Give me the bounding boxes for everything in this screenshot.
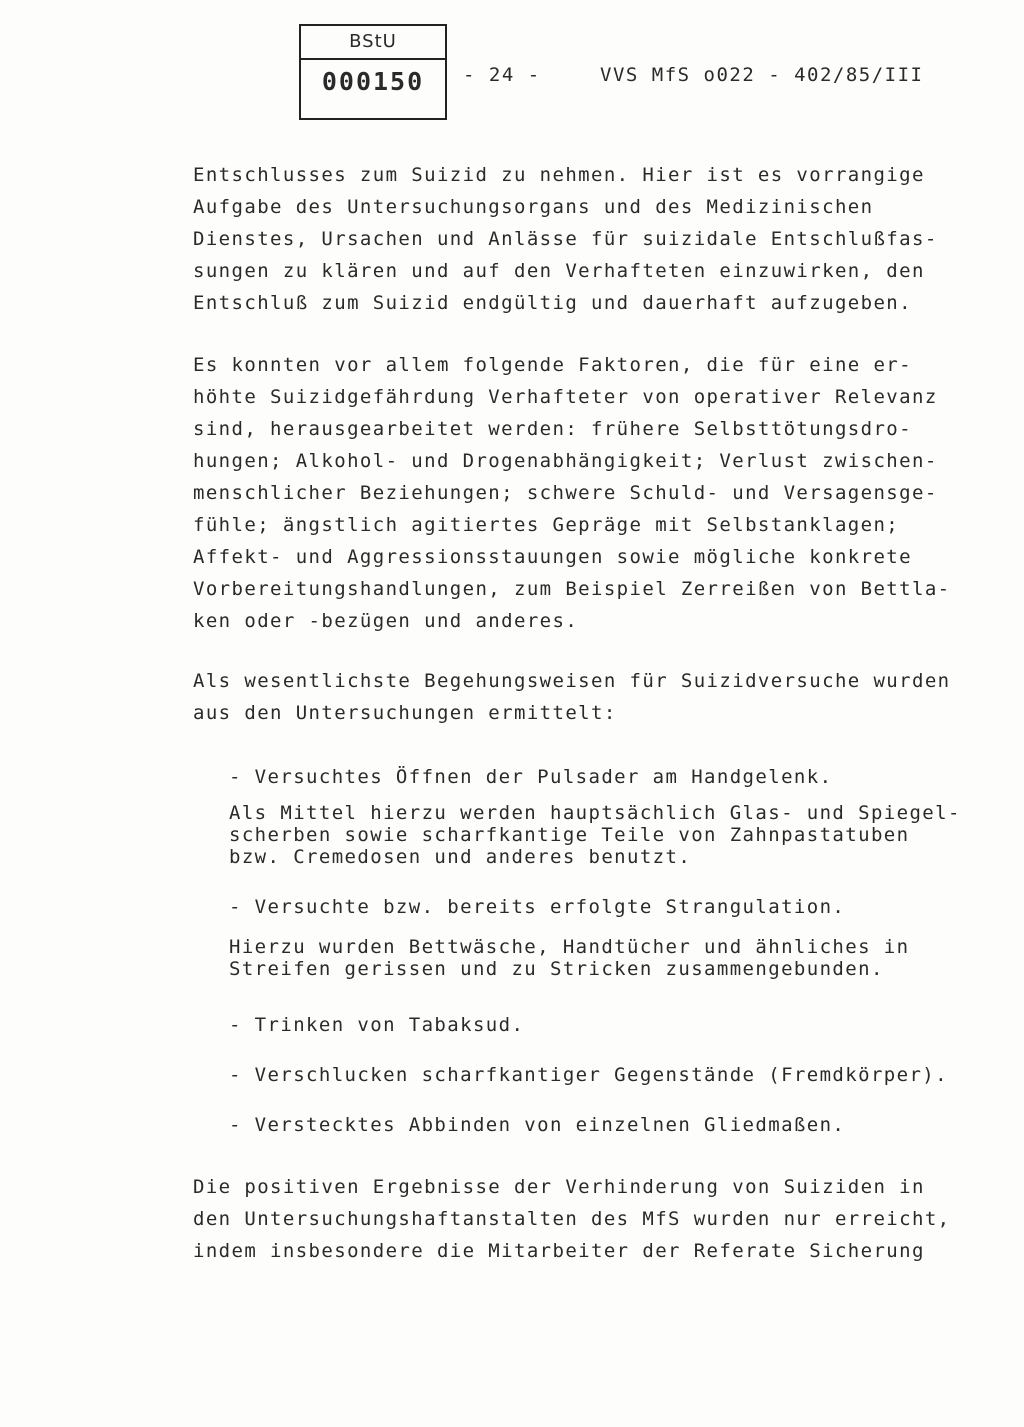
text-line: Vorbereitungshandlungen, zum Beispiel Zerreißen von Bettla- [193,578,951,600]
text-line: den Untersuchungshaftanstalten des MfS wurden nur erreicht, [193,1208,951,1230]
text-line: hungen; Alkohol- und Drogenabhängigkeit; Verlust zwischen- [193,450,938,472]
list-item-detail: Hierzu wurden Bettwäsche, Handtücher und ähnliches in [229,936,910,958]
text-line: Entschluß zum Suizid endgültig und dauerhaft aufzugeben. [193,292,912,314]
text-line: Es konnten vor allem folgende Faktoren, die für eine er- [193,354,912,376]
list-item-detail: Als Mittel hierzu werden hauptsächlich Glas- und Spiegel- [229,802,961,824]
list-item-title: - Versuchtes Öffnen der Pulsader am Handgelenk. [229,766,833,788]
text-line: menschlicher Beziehungen; schwere Schuld- und Versagensge- [193,482,938,504]
stamp-number: 000150 [321,67,425,96]
text-line: Die positiven Ergebnisse der Verhinderung von Suiziden in [193,1176,925,1198]
text-line: Entschlusses zum Suizid zu nehmen. Hier ist es vorrangige [193,164,925,186]
list-item-detail: bzw. Cremedosen und anderes benutzt. [229,846,692,868]
document-reference: VVS MfS o022 - 402/85/III [600,64,924,86]
text-line: sind, herausgearbeitet werden: frühere Selbsttötungsdro- [193,418,912,440]
text-line: Als wesentlichste Begehungsweisen für Suizidversuche wurden [193,670,951,692]
list-item-title: - Verschlucken scharfkantiger Gegenstände (Fremdkörper). [229,1064,948,1086]
text-line: Dienstes, Ursachen und Anlässe für suizidale Entschlußfas- [193,228,938,250]
text-line: sungen zu klären und auf den Verhafteten einzuwirken, den [193,260,925,282]
page-number: - 24 - [463,64,541,86]
text-line: indem insbesondere die Mitarbeiter der Referate Sicherung [193,1240,925,1262]
text-line: Aufgabe des Untersuchungsorgans und des Medizinischen [193,196,874,218]
list-item-title: - Versuchte bzw. bereits erfolgte Strangulation. [229,896,846,918]
archive-stamp [299,24,447,120]
list-item-detail: Streifen gerissen und zu Stricken zusammengebunden. [229,958,884,980]
text-line: ken oder -bezügen und anderes. [193,610,579,632]
text-line: höhte Suizidgefährdung Verhafteter von operativer Relevanz [193,386,938,408]
stamp-label: BStU [301,26,445,60]
text-line: aus den Untersuchungen ermittelt: [193,702,617,724]
text-line: fühle; ängstlich agitiertes Gepräge mit Selbstanklagen; [193,514,900,536]
list-item-detail: scherben sowie scharfkantige Teile von Zahnpastatuben [229,824,910,846]
list-item-title: - Verstecktes Abbinden von einzelnen Gliedmaßen. [229,1114,846,1136]
list-item-title: - Trinken von Tabaksud. [229,1014,525,1036]
text-line: Affekt- und Aggressionsstauungen sowie mögliche konkrete [193,546,912,568]
